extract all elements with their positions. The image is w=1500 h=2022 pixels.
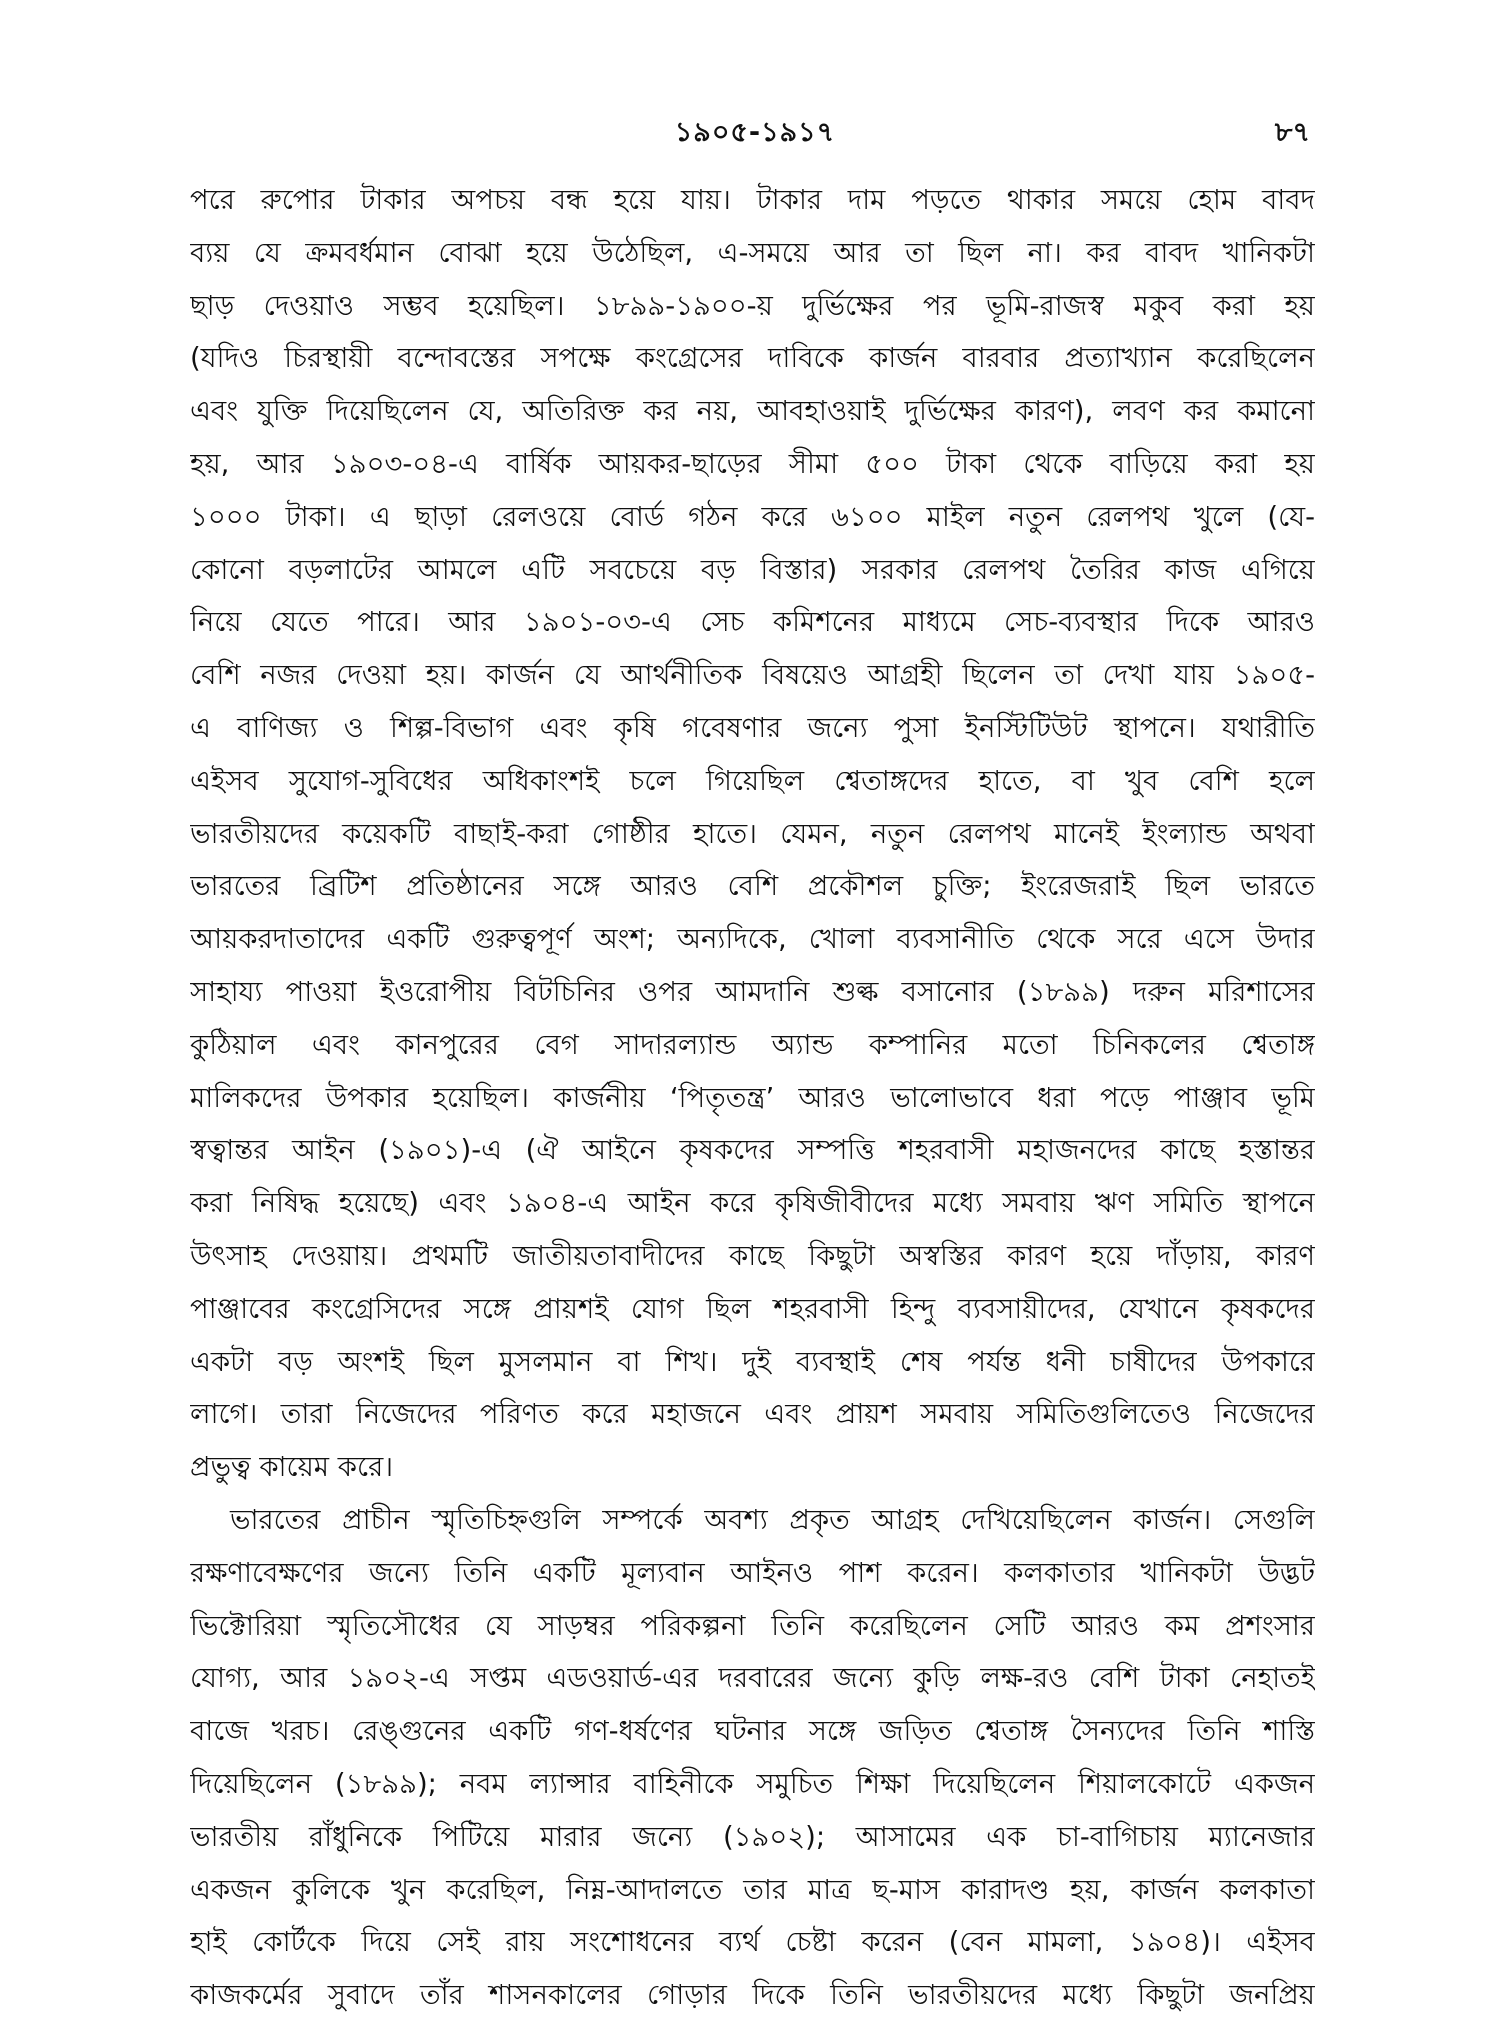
text-line: মালিকদের উপকার হয়েছিল। কার্জনীয় ‘পিতৃতন্ত্র’ আরও ভালোভাবে ধরা পড়ে পাঞ্জাব ভূমি xyxy=(190,1081,1315,1114)
text-line: (যদিও চিরস্থায়ী বন্দোবস্তের সপক্ষে কংগ্রেসের দাবিকে কার্জন বারবার প্রত্যাখ্যান করেছিলেন xyxy=(190,342,1315,375)
text-line: পাঞ্জাবের কংগ্রেসিদের সঙ্গে প্রায়শই যোগ ছিল শহরবাসী হিন্দু ব্যবসায়ীদের, যেখানে কৃষকদের xyxy=(190,1292,1315,1325)
text-line: আয়করদাতাদের একটি গুরুত্বপূর্ণ অংশ; অন্যদিকে, খোলা ব্যবসানীতি থেকে সরে এসে উদার xyxy=(190,923,1315,956)
text-line: ছাড় দেওয়াও সম্ভব হয়েছিল। ১৮৯৯-১৯০০-য় দুর্ভিক্ষের পর ভূমি-রাজস্ব মকুব করা হয় xyxy=(190,289,1315,322)
text-line: রক্ষণাবেক্ষণের জন্যে তিনি একটি মূল্যবান আইনও পাশ করেন। কলকাতার খানিকটা উদ্ভট xyxy=(190,1556,1315,1589)
text-line: একজন কুলিকে খুন করেছিল, নিম্ন-আদালতে তার মাত্র ছ-মাস কারাদণ্ড হয়, কার্জন কলকাতা xyxy=(190,1873,1315,1906)
text-line: ভারতীয় রাঁধুনিকে পিটিয়ে মারার জন্যে (১৯০২); আসামের এক চা-বাগিচায় ম্যানেজার xyxy=(190,1820,1315,1853)
text-line: ভারতের ব্রিটিশ প্রতিষ্ঠানের সঙ্গে আরও বেশি প্রকৌশল চুক্তি; ইংরেজরাই ছিল ভারতে xyxy=(190,870,1315,903)
text-line: সাহায্য পাওয়া ইওরোপীয় বিটচিনির ওপর আমদানি শুল্ক বসানোর (১৮৯৯) দরুন মরিশাসের xyxy=(190,975,1315,1008)
text-line: দিয়েছিলেন (১৮৯৯); নবম ল্যান্সার বাহিনীকে সমুচিত শিক্ষা দিয়েছিলেন শিয়ালকোটে একজন xyxy=(190,1767,1315,1800)
text-line: নিয়ে যেতে পারে। আর ১৯০১-০৩-এ সেচ কমিশনের মাধ্যমে সেচ-ব্যবস্থার দিকে আরও xyxy=(190,606,1315,639)
text-line: হয়, আর ১৯০৩-০৪-এ বার্ষিক আয়কর-ছাড়ের সীমা ৫০০ টাকা থেকে বাড়িয়ে করা হয় xyxy=(190,447,1315,480)
text-line: হাই কোর্টকে দিয়ে সেই রায় সংশোধনের ব্যর্থ চেষ্টা করেন (বেন মামলা, ১৯০৪)। এইসব xyxy=(190,1926,1315,1959)
text-line: এ বাণিজ্য ও শিল্প-বিভাগ এবং কৃষি গবেষণার জন্যে পুসা ইনস্টিটিউট স্থাপনে। যথারীতি xyxy=(190,711,1315,744)
text-line: ব্যয় যে ক্রমবর্ধমান বোঝা হয়ে উঠেছিল, এ-সময়ে আর তা ছিল না। কর বাবদ খানিকটা xyxy=(190,236,1315,269)
text-line: যোগ্য, আর ১৯০২-এ সপ্তম এডওয়ার্ড-এর দরবারের জন্যে কুড়ি লক্ষ-রও বেশি টাকা নেহাতই xyxy=(190,1662,1315,1695)
text-line: এবং যুক্তি দিয়েছিলেন যে, অতিরিক্ত কর নয়, আবহাওয়াই দুর্ভিক্ষের কারণ), লবণ কর কমানো xyxy=(190,395,1315,428)
text-line: একটা বড় অংশই ছিল মুসলমান বা শিখ। দুই ব্যবস্থাই শেষ পর্যন্ত ধনী চাষীদের উপকারে xyxy=(190,1345,1315,1378)
text-line: স্বত্বান্তর আইন (১৯০১)-এ (ঐ আইনে কৃষকদের সম্পত্তি শহরবাসী মহাজনদের কাছে হস্তান্তর xyxy=(190,1134,1315,1167)
page-number: ৮৭ xyxy=(1274,117,1310,148)
running-header xyxy=(190,112,1320,152)
text-line: উৎসাহ দেওয়ায়। প্রথমটি জাতীয়তাবাদীদের কাছে কিছুটা অস্বস্তির কারণ হয়ে দাঁড়ায়, কারণ xyxy=(190,1239,1315,1272)
paragraph-2 xyxy=(190,1494,1315,2022)
text-line: লাগে। তারা নিজেদের পরিণত করে মহাজনে এবং প্রায়শ সমবায় সমিতিগুলিতেও নিজেদের xyxy=(190,1398,1315,1431)
text-line: কাজকর্মের সুবাদে তাঁর শাসনকালের গোড়ার দিকে তিনি ভারতীয়দের মধ্যে কিছুটা জনপ্রিয় xyxy=(190,1979,1315,2012)
running-title: ১৯০৫-১৯১৭ xyxy=(674,117,836,148)
text-line: এইসব সুযোগ-সুবিধের অধিকাংশই চলে গিয়েছিল শ্বেতাঙ্গদের হাতে, বা খুব বেশি হলে xyxy=(190,764,1315,797)
text-line: পরে রুপোর টাকার অপচয় বন্ধ হয়ে যায়। টাকার দাম পড়তে থাকার সময়ে হোম বাবদ xyxy=(190,184,1315,216)
paragraph-1 xyxy=(190,174,1315,1494)
text-line: ভিক্টোরিয়া স্মৃতিসৌধের যে সাড়ম্বর পরিকল্পনা তিনি করেছিলেন সেটি আরও কম প্রশংসার xyxy=(190,1609,1315,1642)
text-line: বাজে খরচ। রেঙ্গুনের একটি গণ-ধর্ষণের ঘটনার সঙ্গে জড়িত শ্বেতাঙ্গ সৈন্যদের তিনি শাস্তি xyxy=(190,1715,1315,1748)
text-line: ভারতীয়দের কয়েকটি বাছাই-করা গোষ্ঠীর হাতে। যেমন, নতুন রেলপথ মানেই ইংল্যান্ড অথবা xyxy=(190,817,1315,850)
text-line: কুঠিয়াল এবং কানপুরের বেগ সাদারল্যান্ড অ্যান্ড কম্পানির মতো চিনিকলের শ্বেতাঙ্গ xyxy=(190,1028,1315,1061)
text-line: কোনো বড়লাটের আমলে এটি সবচেয়ে বড় বিস্তার) সরকার রেলপথ তৈরির কাজ এগিয়ে xyxy=(190,553,1315,586)
text-line: ১০০০ টাকা। এ ছাড়া রেলওয়ে বোর্ড গঠন করে ৬১০০ মাইল নতুন রেলপথ খুলে (যে- xyxy=(190,500,1315,533)
body-text xyxy=(190,174,1315,2022)
text-line: করা নিষিদ্ধ হয়েছে) এবং ১৯০৪-এ আইন করে কৃষিজীবীদের মধ্যে সমবায় ঋণ সমিতি স্থাপনে xyxy=(190,1187,1315,1220)
text-line: ভারতের প্রাচীন স্মৃতিচিহ্নগুলি সম্পর্কে অবশ্য প্রকৃত আগ্রহ দেখিয়েছিলেন কার্জন। সেগুলি xyxy=(230,1503,1315,1536)
text-line: প্রভুত্ব কায়েম করে। xyxy=(190,1451,394,1484)
text-line: বেশি নজর দেওয়া হয়। কার্জন যে আর্থনীতিক বিষয়েও আগ্রহী ছিলেন তা দেখা যায় ১৯০৫- xyxy=(190,659,1315,692)
